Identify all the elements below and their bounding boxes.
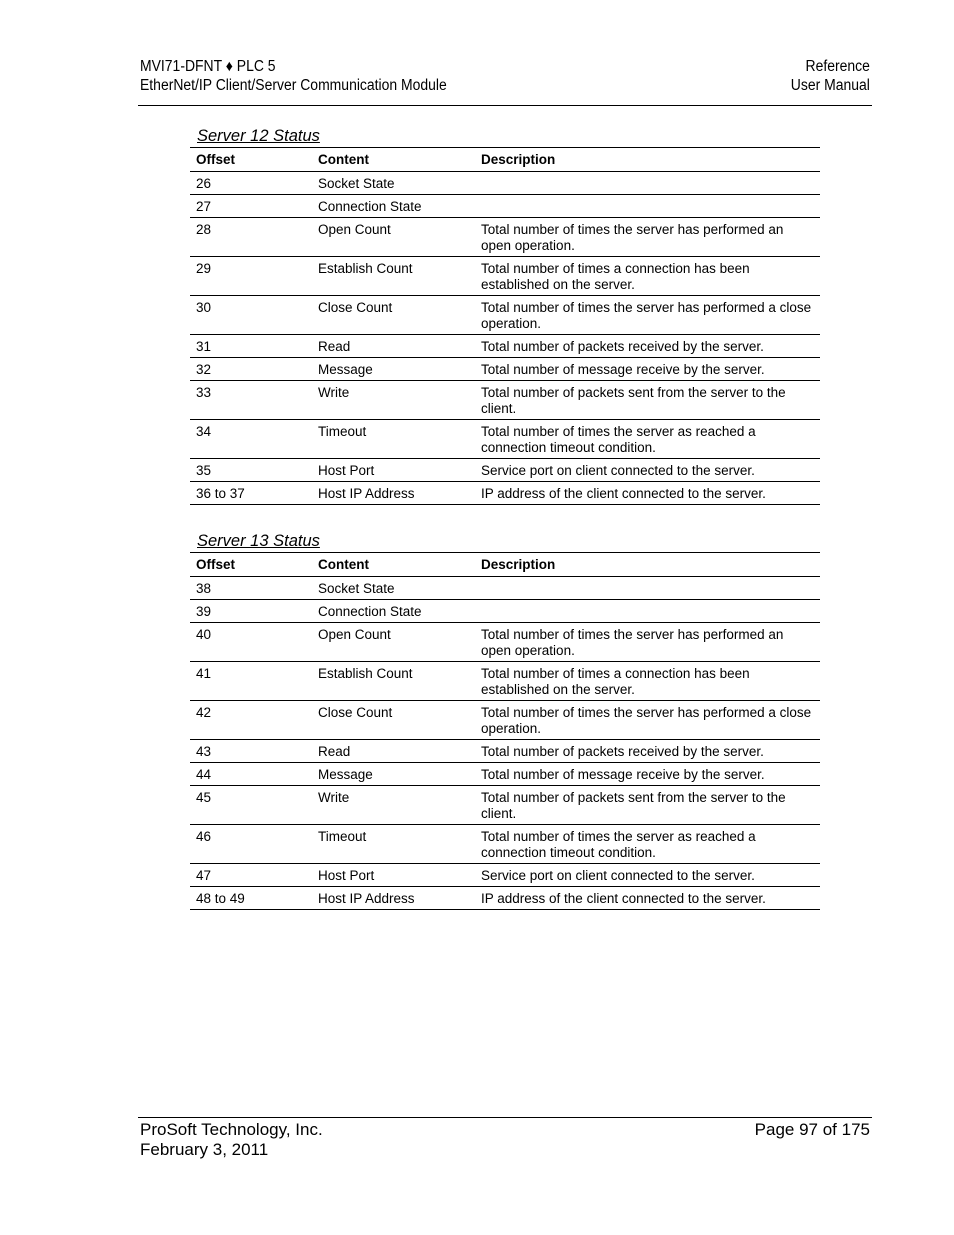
- content-cell: Read: [318, 339, 351, 354]
- content-cell: Establish Count: [318, 261, 413, 276]
- page-footer-right: [755, 1120, 870, 1140]
- page-header-right: [791, 57, 870, 95]
- content-cell: Connection State: [318, 199, 422, 214]
- description-cell: Total number of times the server has performed a close operation.: [481, 300, 812, 331]
- description-cell: Total number of times the server has performed an open operation.: [481, 222, 784, 253]
- description-cell: Total number of times the server has performed a close operation.: [481, 705, 812, 736]
- table-row: [190, 172, 820, 195]
- content-cell: Socket State: [318, 581, 395, 596]
- content-cell: Host Port: [318, 868, 375, 883]
- offset-cell: 39: [196, 604, 212, 619]
- description-cell: Total number of packets sent from the server to the client.: [481, 790, 786, 821]
- description-cell: [475, 172, 820, 195]
- table-row: [190, 864, 820, 887]
- content-cell: Host IP Address: [318, 486, 415, 501]
- description-cell: IP address of the client connected to the server.: [481, 891, 766, 906]
- description-cell: [475, 600, 820, 623]
- description-cell: Total number of message receive by the server.: [481, 767, 765, 782]
- table-row: [190, 825, 820, 864]
- offset-cell: 36 to 37: [196, 486, 245, 501]
- content-cell: Close Count: [318, 705, 393, 720]
- description-cell: IP address of the client connected to the server.: [481, 486, 766, 501]
- content-cell: Open Count: [318, 222, 391, 237]
- document-type: User Manual: [790, 77, 870, 94]
- offset-cell: 26: [196, 176, 212, 191]
- server-13-status-section: [190, 530, 820, 910]
- description-cell: Total number of times the server as reached a connection timeout condition.: [481, 829, 756, 860]
- column-header-offset: Offset: [196, 152, 236, 167]
- content-cell: Message: [318, 362, 373, 377]
- table-row: [190, 623, 820, 662]
- table-row: [190, 358, 820, 381]
- offset-cell: 31: [196, 339, 212, 354]
- footer-divider: [138, 1117, 872, 1118]
- offset-cell: 41: [196, 666, 212, 681]
- content-cell: Establish Count: [318, 666, 413, 681]
- offset-cell: 38: [196, 581, 212, 596]
- content-cell: Timeout: [318, 424, 367, 439]
- section-title: Server 12 Status: [197, 127, 320, 145]
- table-header-row: [190, 553, 820, 577]
- module-name: EtherNet/IP Client/Server Communication Module: [140, 77, 447, 94]
- section-name: Reference: [805, 58, 870, 75]
- offset-cell: 33: [196, 385, 212, 400]
- description-cell: Total number of packets received by the server.: [481, 744, 764, 759]
- description-cell: [475, 195, 820, 218]
- description-cell: Service port on client connected to the server.: [481, 463, 755, 478]
- offset-cell: 40: [196, 627, 212, 642]
- description-cell: Total number of packets received by the server.: [481, 339, 764, 354]
- publication-date: February 3, 2011: [140, 1139, 269, 1159]
- description-cell: Total number of times a connection has been established on the server.: [481, 666, 750, 697]
- product-name: MVI71-DFNT ♦ PLC 5: [140, 58, 276, 75]
- offset-cell: 47: [196, 868, 212, 883]
- table-row: [190, 218, 820, 257]
- offset-cell: 48 to 49: [196, 891, 245, 906]
- page-number: Page 97 of 175: [754, 1120, 870, 1139]
- content-cell: Connection State: [318, 604, 422, 619]
- content-cell: Host Port: [318, 463, 375, 478]
- table-row: [190, 381, 820, 420]
- table-row: [190, 577, 820, 600]
- header-divider: [138, 105, 872, 106]
- server-13-status-table: [190, 552, 820, 910]
- content-cell: Close Count: [318, 300, 393, 315]
- content-cell: Read: [318, 744, 351, 759]
- table-row: [190, 335, 820, 358]
- table-row: [190, 887, 820, 910]
- table-row: [190, 482, 820, 505]
- description-cell: Total number of message receive by the server.: [481, 362, 765, 377]
- table-row: [190, 763, 820, 786]
- offset-cell: 29: [196, 261, 212, 276]
- description-cell: Total number of packets sent from the server to the client.: [481, 385, 786, 416]
- offset-cell: 34: [196, 424, 212, 439]
- column-header-content: Content: [318, 557, 369, 572]
- offset-cell: 30: [196, 300, 212, 315]
- offset-cell: 43: [196, 744, 212, 759]
- content-cell: Host IP Address: [318, 891, 415, 906]
- table-row: [190, 195, 820, 218]
- offset-cell: 44: [196, 767, 212, 782]
- server-12-status-table: [190, 147, 820, 505]
- offset-cell: 28: [196, 222, 212, 237]
- server-12-status-section: [190, 125, 820, 505]
- offset-cell: 27: [196, 199, 212, 214]
- table-row: [190, 701, 820, 740]
- table-row: [190, 257, 820, 296]
- content-cell: Write: [318, 790, 350, 805]
- description-cell: Total number of times the server has performed an open operation.: [481, 627, 784, 658]
- offset-cell: 42: [196, 705, 212, 720]
- page-header-left: [140, 57, 447, 95]
- description-cell: [475, 577, 820, 600]
- table-row: [190, 296, 820, 335]
- offset-cell: 35: [196, 463, 212, 478]
- table-row: [190, 740, 820, 763]
- column-header-content: Content: [318, 152, 369, 167]
- company-name: ProSoft Technology, Inc.: [140, 1120, 323, 1139]
- content-cell: Timeout: [318, 829, 367, 844]
- description-cell: Total number of times a connection has been established on the server.: [481, 261, 750, 292]
- offset-cell: 32: [196, 362, 212, 377]
- table-row: [190, 786, 820, 825]
- table-row: [190, 420, 820, 459]
- table-row: [190, 662, 820, 701]
- offset-cell: 45: [196, 790, 212, 805]
- table-row: [190, 459, 820, 482]
- page-footer-left: [140, 1120, 323, 1159]
- description-cell: Total number of times the server as reached a connection timeout condition.: [481, 424, 756, 455]
- table-header-row: [190, 148, 820, 172]
- content-cell: Message: [318, 767, 373, 782]
- column-header-description: Description: [481, 557, 556, 572]
- content-cell: Open Count: [318, 627, 391, 642]
- content-cell: Write: [318, 385, 350, 400]
- description-cell: Service port on client connected to the server.: [481, 868, 755, 883]
- table-row: [190, 600, 820, 623]
- column-header-description: Description: [481, 152, 556, 167]
- section-title: Server 13 Status: [197, 532, 320, 550]
- offset-cell: 46: [196, 829, 212, 844]
- column-header-offset: Offset: [196, 557, 236, 572]
- content-cell: Socket State: [318, 176, 395, 191]
